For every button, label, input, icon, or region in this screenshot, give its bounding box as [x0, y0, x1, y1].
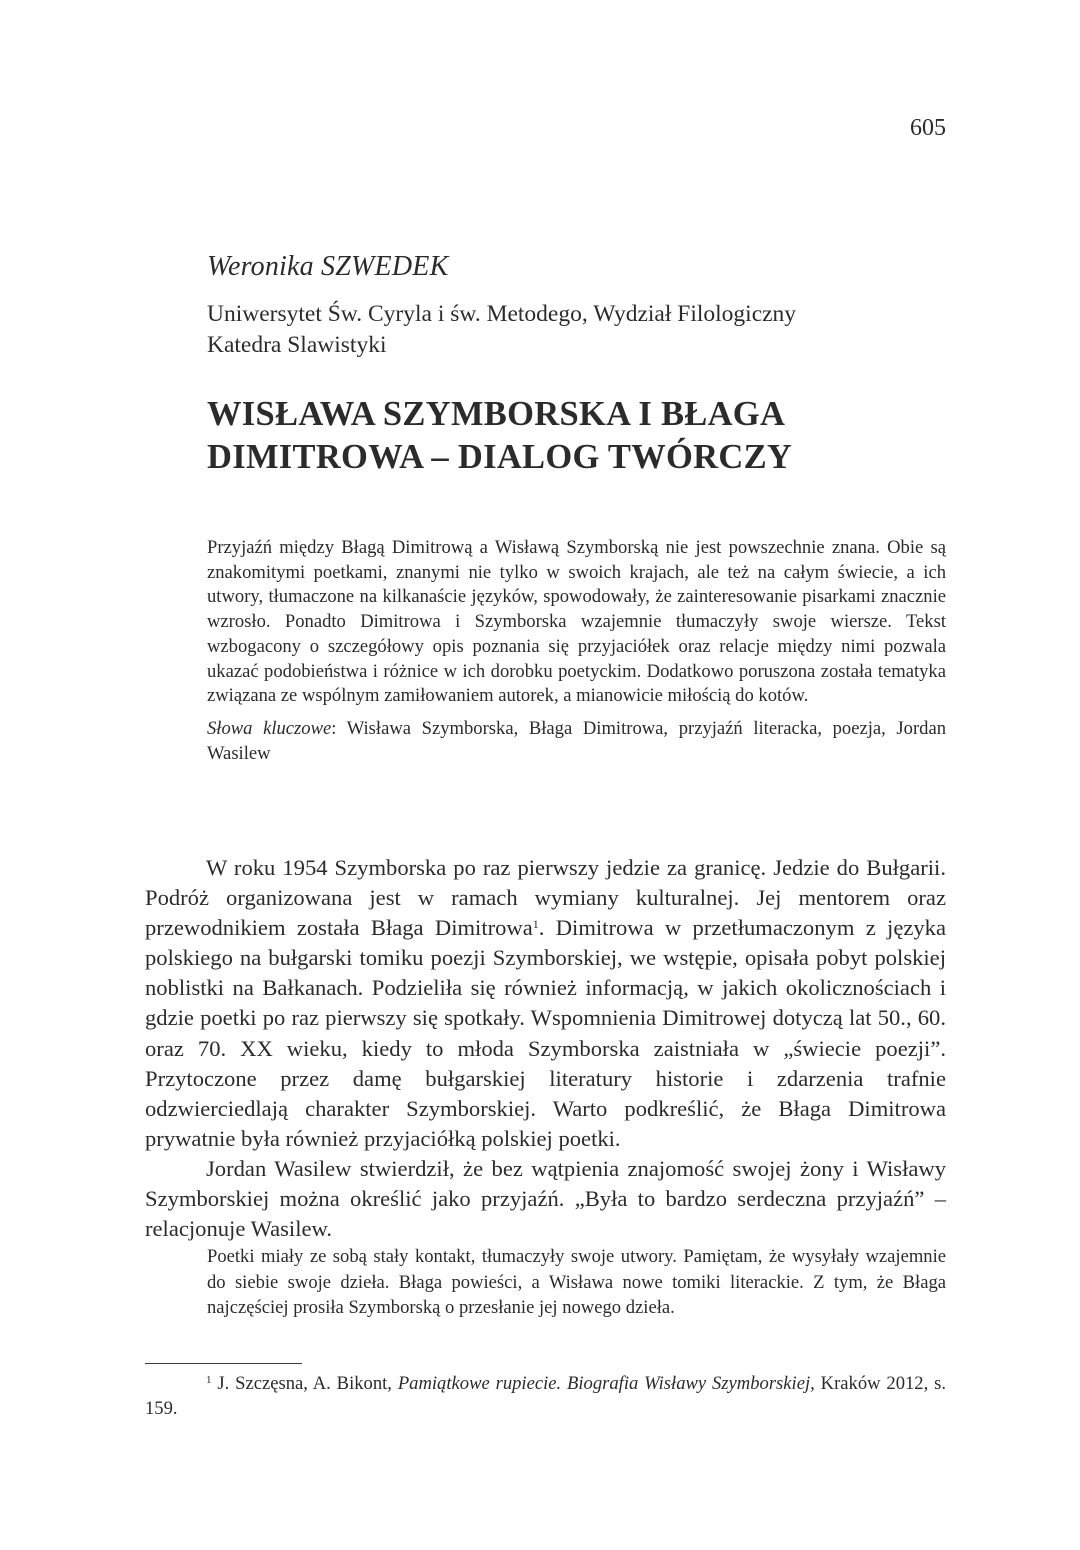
footnote-authors: J. Szczęsna, A. Bikont,	[211, 1373, 398, 1394]
article-title	[207, 393, 947, 479]
keywords	[207, 717, 946, 766]
affiliation-line: Uniwersytet Św. Cyryla i św. Metodego, Wydział Filologiczny	[207, 301, 797, 327]
quote-text: Poetki miały ze sobą stały kontakt, tłumaczyły swoje utwory. Pamiętam, że wysyłały wzajemnie do siebie swoje dzieła. Błaga powieści, a Wisława nowe tomiki literackie. Z tym, że Błaga najczęściej prosiła Szymborską o przesłanie jej nowego dzieła.	[207, 1246, 946, 1318]
footnote-details: Kraków 2012, s. 159.	[145, 1373, 946, 1419]
abstract-text: Przyjaźń między Błagą Dimitrową a Wisławą Szymborską nie jest powszechnie znana. Obie są znakomitymi poetkami, znanymi nie tylko w swoich krajach, ale też na całym świecie, a ich utwory, tłumaczone na kilkanaście języków, spowodowały, że zainteresowanie pisarkami znacznie wzrosło. Ponadto Dimitrowa i Szymborska wzajemnie tłumaczyły swoje wiersze. Tekst wzbogacony o szczegółowy opis poznania się przyjaciółek oraz relacje między nimi pozwala ukazać podobieństwa i różnice w ich dorobku poetyckim. Dodatkowo poruszona została tematyka związana ze wspólnym zamiłowaniem autorek, a mianowicie miłością do kotów.	[207, 537, 946, 707]
footnote-number: 1	[206, 1374, 212, 1386]
main-text	[145, 853, 946, 1244]
footnote-reference: 1	[532, 917, 539, 932]
title-line: DIMITROWA – DIALOG TWÓRCZY	[207, 438, 793, 476]
abstract	[207, 536, 946, 766]
paragraph-text: . Dimitrowa w przetłumaczonym z języka polskiego na bułgarski tomiku poezji Szymborskiej, we wstępie, opisała pobyt polskiej noblistki na Bałkanach. Podzieliła się również informacją, w jakich okolicznościach i gdzie poetki po raz pierwszy się spotkały. Wspomnienia Dimitrowej dotyczą lat 50., 60. oraz 70. XX wieku, kiedy to młoda Szymborska zaistniała w „świecie poezji”. Przytoczone przez damę bułgarskiej literatury historie i zdarzenia trafnie odzwierciedlają charakter Szymborskiej. Warto podkreślić, że Błaga Dimitrowa prywatnie była również przyjaciółką polskiej poetki.	[145, 915, 946, 1151]
page-number: 605	[910, 115, 946, 141]
block-quote	[207, 1244, 946, 1321]
footnotes	[145, 1372, 946, 1421]
body-paragraph	[145, 853, 946, 1154]
body-paragraph: Jordan Wasilew stwierdził, że bez wątpienia znajomość swojej żony i Wisławy Szymborskiej można określić jako przyjaźń. „Była to bardzo serdeczna przyjaźń” – relacjonuje Wasilew.	[145, 1155, 946, 1242]
keywords-list: : Wisława Szymborska, Błaga Dimitrowa, przyjaźń literacka, poezja, Jordan Wasilew	[207, 717, 946, 764]
paragraph-text: W roku 1954 Szymborska po raz pierwszy jedzie za granicę. Jedzie do Bułgarii. Podróż organizowana jest w ramach wymiany kulturalnej. Jej mentorem oraz przewodnikiem została Błaga Dimitrowa	[145, 855, 946, 941]
author-name: Weronika SZWEDEK	[207, 251, 449, 282]
keywords-label: Słowa kluczowe	[207, 717, 332, 739]
footnote-book-title: Pamiątkowe rupiecie. Biografia Wisławy Szymborskiej,	[397, 1373, 815, 1394]
footnote	[145, 1372, 946, 1421]
affiliation-line: Katedra Slawistyki	[207, 332, 387, 358]
footnote-divider	[145, 1363, 302, 1364]
title-line: WISŁAWA SZYMBORSKA I BŁAGA	[207, 395, 786, 433]
author-affiliation	[207, 299, 907, 361]
